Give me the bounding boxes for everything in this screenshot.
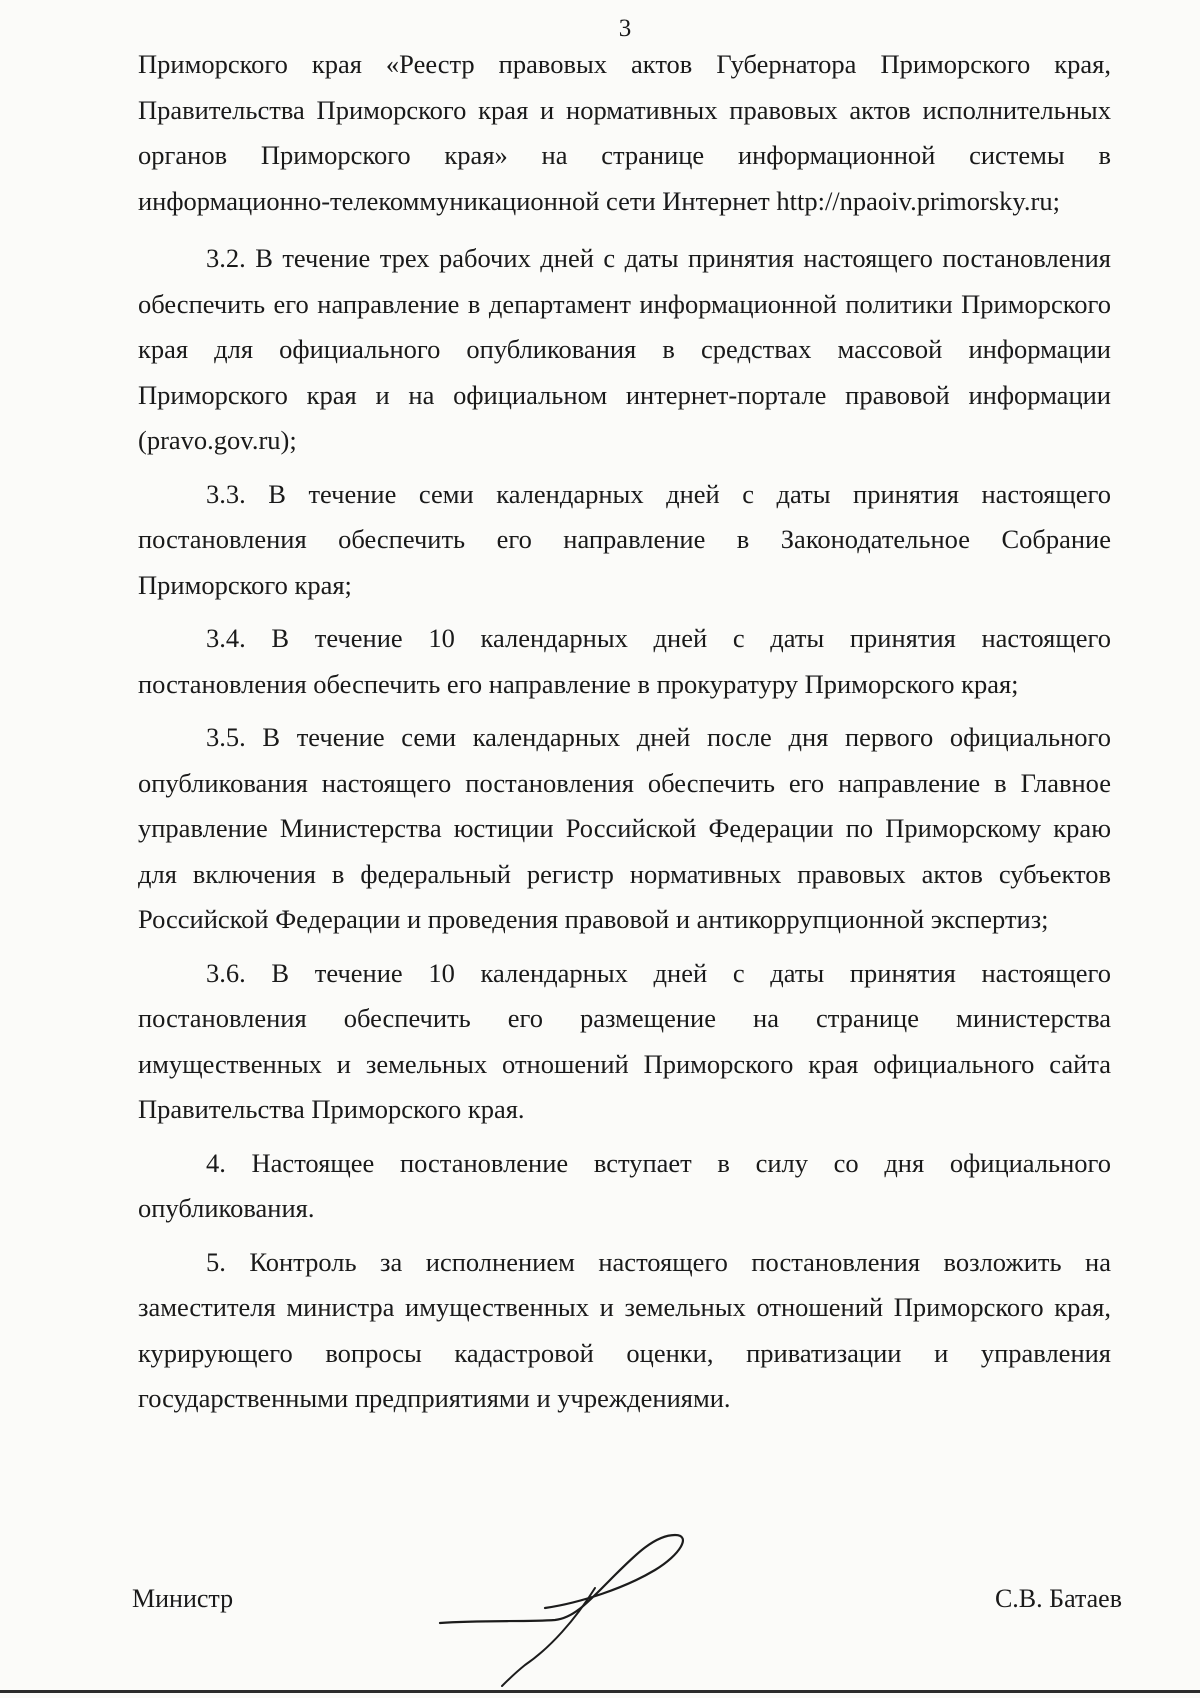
paragraph-3-3: 3.3. В течение семи календарных дней с даты принятия настоящего постановления обеспечить его направление в Законодательное Собрание Приморского края;	[138, 478, 1111, 600]
signer-name: С.В. Батаев	[994, 1584, 1122, 1613]
paragraph-3-2: 3.2. В течение трех рабочих дней с даты принятия настоящего постановления обеспечить его направление в департамент информационной политики Приморского края для официального опубликования в средствах массовой информации Приморского края и на официальном интернет-портале правовой информации (pravo.gov.ru);	[138, 243, 1111, 455]
signer-title: Министр	[132, 1584, 234, 1613]
document-body	[138, 42, 1111, 1422]
paragraph-3-4: 3.4. В течение 10 календарных дней с даты принятия настоящего постановления обеспечить его направление в прокуратуру Приморского края;	[138, 623, 1111, 699]
paragraph-5: 5. Контроль за исполнением настоящего постановления возложить на заместителя министра имущественных и земельных отношений Приморского края, курирующего вопросы кадастровой оценки, приватизации и управления государственными предприятиями и учреждениями.	[138, 1246, 1111, 1413]
paragraph-3-5: 3.5. В течение семи календарных дней после дня первого официального опубликования настоящего постановления обеспечить его направление в Главное управление Министерства юстиции Российской Федерации по Приморскому краю для включения в федеральный регистр нормативных правовых актов субъектов Российской Федерации и проведения правовой и антикоррупционной экспертиз;	[138, 722, 1111, 934]
paragraph-continuation: Приморского края «Реестр правовых актов Губернатора Приморского края, Правительства Приморского края и нормативных правовых актов исполнительных органов Приморского края» на странице информационной системы в информационно-телекоммуникационной сети Интернет http://npaoiv.primorsky.ru;	[138, 49, 1111, 216]
paragraph-4: 4. Настоящее постановление вступает в силу со дня официального опубликования.	[138, 1147, 1111, 1223]
paragraph-3-6: 3.6. В течение 10 календарных дней с даты принятия настоящего постановления обеспечить его размещение на странице министерства имущественных и земельных отношений Приморского края официального сайта Правительства Приморского края.	[138, 957, 1111, 1124]
handwritten-signature	[430, 1530, 710, 1690]
page-bottom-edge	[0, 1690, 1200, 1693]
page-number: 3	[618, 15, 632, 42]
